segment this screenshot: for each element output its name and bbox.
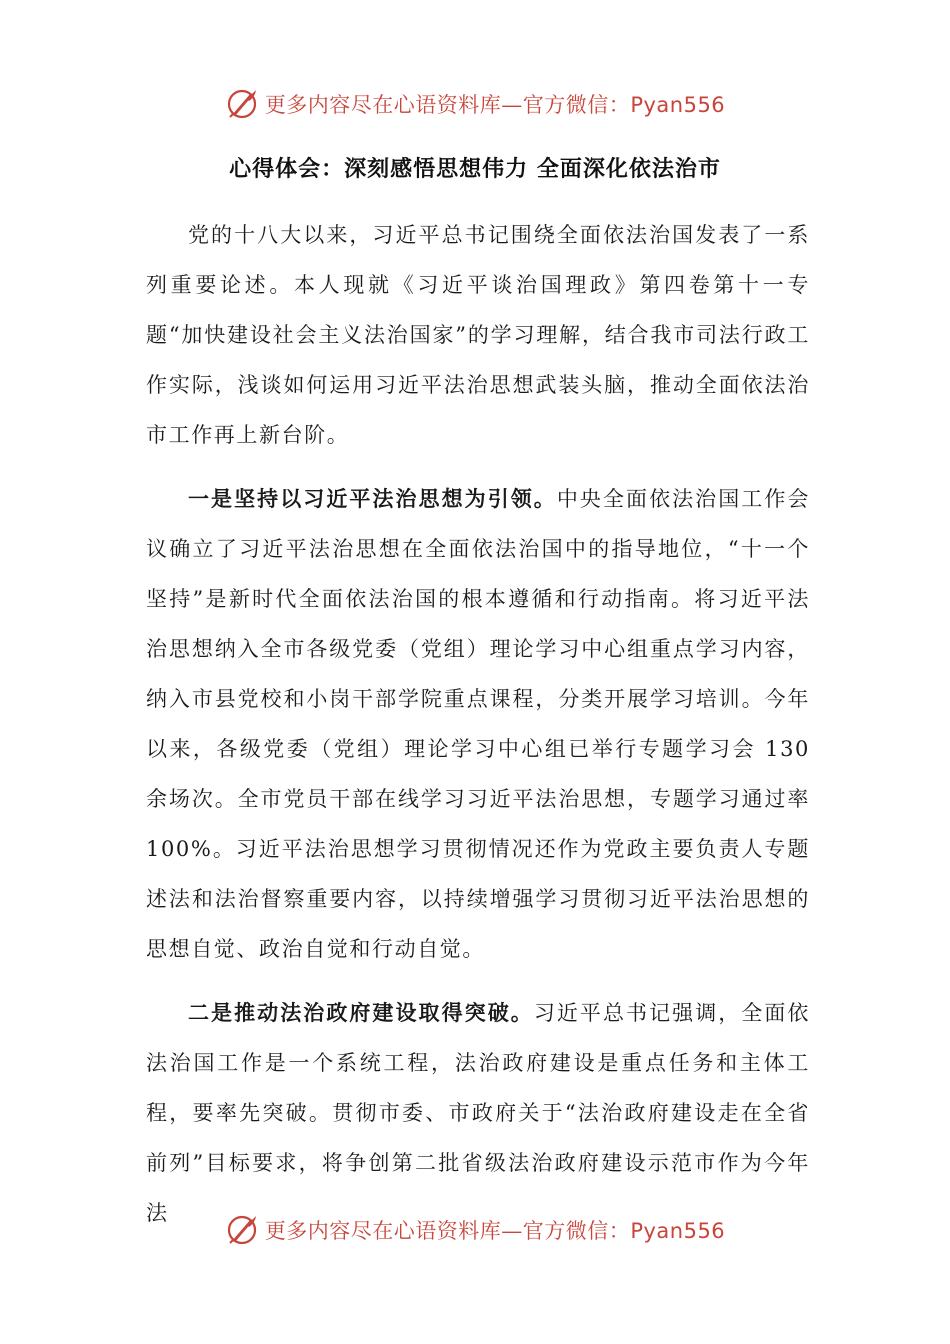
paragraph-text: 中央全面依法治国工作会议确立了习近平法治思想在全面依法治国中的指导地位，“十一个坚持”是新时代全面依法治国的根本遵循和行动指南。将习近平法治思想纳入全市各级党委（党组）理论学习中心组重点学习内容，纳入市县党校和小岗干部学院重点课程，分类开展学习培训。今年以来，各级党委（党组）理论学习中心组已举行专题学习会 130 余场次。全市党员干部在线学习习近平法治思想，专题学习通过率100%。习近平法治思想学习贯彻情况还作为党政主要负责人专题述法和法治督察重要内容，以持续增强学习贯彻习近平法治思想的思想自觉、政治自觉和行动自觉。 <box>146 487 810 961</box>
quill-pen-logo-icon <box>225 87 259 121</box>
document-body <box>146 210 810 1238</box>
document-title: 心得体会：深刻感悟思想伟力 全面深化依法治市 <box>229 157 721 182</box>
wechat-id: Pyan556 <box>630 1219 726 1243</box>
paragraph-point-2 <box>146 988 810 1238</box>
watermark-text: 更多内容尽在心语资料库—官方微信：Pyan556 <box>264 93 726 117</box>
paragraph-text: 党的十八大以来，习近平总书记围绕全面依法治国发表了一系列重要论述。本人现就《习近平谈治国理政》第四卷第十一专题“加快建设社会主义法治国家”的学习理解，结合我市司法行政工作实际，浅谈如何运用习近平法治思想武装头脑，推动全面依法治市工作再上新台阶。 <box>146 223 810 447</box>
watermark-banner-top <box>0 84 950 124</box>
quill-pen-logo-icon <box>225 1213 259 1247</box>
watermark-text: 更多内容尽在心语资料库—官方微信：Pyan556 <box>264 1219 726 1243</box>
paragraph-lead: 一是坚持以习近平法治思想为引领。 <box>188 487 557 511</box>
paragraph-lead: 二是推动法治政府建设取得突破。 <box>188 1001 534 1025</box>
wechat-id: Pyan556 <box>630 93 726 117</box>
watermark-banner-bottom <box>0 1210 950 1250</box>
paragraph-point-1 <box>146 474 810 974</box>
paragraph-text: 习近平总书记强调，全面依法治国工作是一个系统工程，法治政府建设是重点任务和主体工程，要率先突破。贯彻市委、市政府关于“法治政府建设走在全省前列”目标要求，将争创第二批省级法治政府建设示范市作为今年法 <box>146 1001 811 1225</box>
paragraph-intro <box>146 210 810 460</box>
